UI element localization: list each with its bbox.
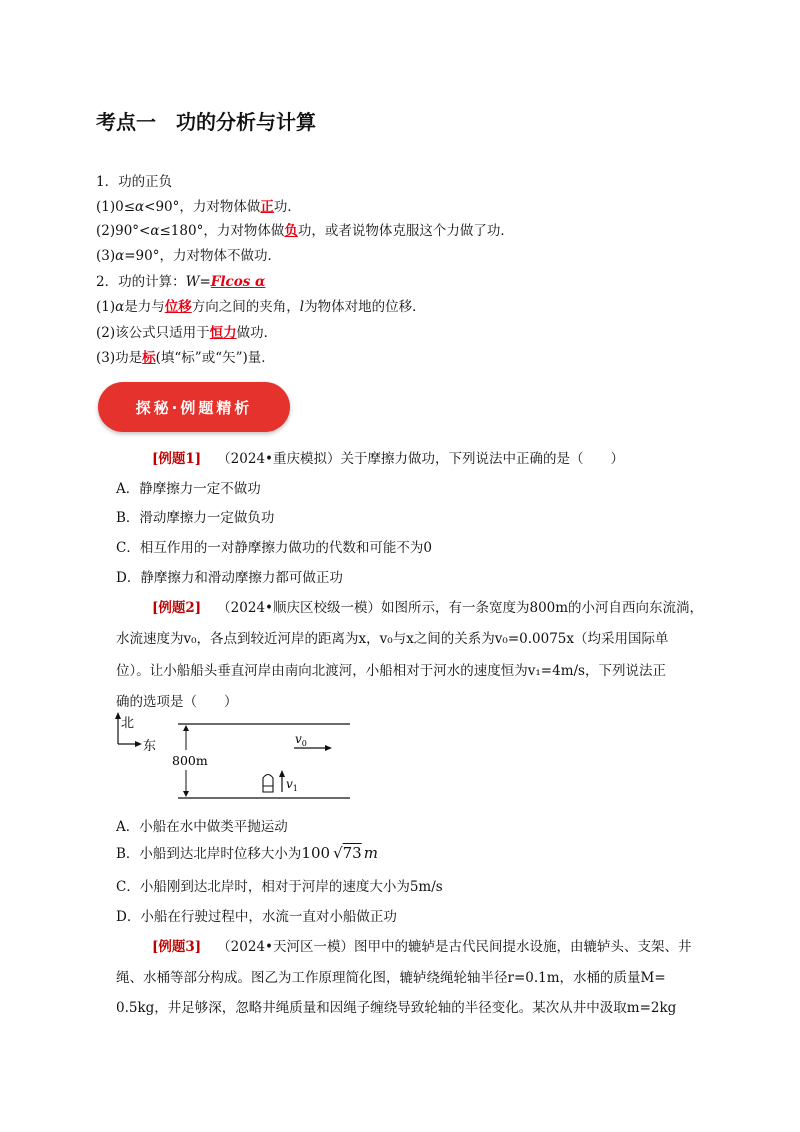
fill-blank-answer: 位移 xyxy=(164,299,192,315)
flow-arrow-head xyxy=(325,745,332,751)
north-label: 北 xyxy=(121,716,135,731)
example-2-stem-line-1 xyxy=(152,596,703,616)
text: 做功． xyxy=(236,325,278,341)
example-banner: 探秘·例题精析 xyxy=(98,382,290,432)
point-1-3 xyxy=(96,244,281,264)
example-3-stem-line-3: 0.5kg，井足够深，忽略井绳质量和因绳子缠绕导致轮轴的半径变化。某次从井中汲取m=2kg xyxy=(116,1000,677,1016)
displacement-symbol: l xyxy=(299,299,305,315)
math-coefficient: 100 xyxy=(301,844,331,862)
text: 是力与 xyxy=(124,299,165,315)
text: 为物体对地的位移． xyxy=(304,299,426,315)
point-1-text: 功的正负 xyxy=(118,174,173,190)
text: ≤180°，力对物体做 xyxy=(159,223,285,239)
text: (2)该公式只适用于 xyxy=(96,325,210,341)
text: <90°，力对物体做 xyxy=(144,199,261,215)
text: 功，或者说物体克服这个力做了功． xyxy=(297,223,514,239)
river-width-label: 800m xyxy=(172,753,208,768)
example-2-stem-line-4: 确的选项是（ ） xyxy=(116,694,238,710)
point-1-heading xyxy=(96,170,172,190)
point-2-heading xyxy=(96,270,265,290)
example-3-stem-line-2: 绳、水桶等部分构成。图乙为工作原理简化图，辘轳绕绳轮轴半径r=0.1m，水桶的质量M= xyxy=(116,970,666,986)
alpha-symbol: α xyxy=(115,299,125,315)
v0-subscript: 0 xyxy=(301,739,307,748)
point-1-1 xyxy=(96,195,301,215)
river-crossing-figure xyxy=(110,710,370,810)
example-2-stem-line-2: 水流速度为v₀，各点到较近河岸的距离为x，v₀与x之间的关系为v₀=0.0075x（均采用国际单 xyxy=(116,631,669,647)
point-2-3 xyxy=(96,346,275,366)
text: (3) xyxy=(96,248,116,264)
v1-label xyxy=(286,777,298,793)
text: (3)功是 xyxy=(96,350,143,366)
point-1-num: 1． xyxy=(96,174,119,190)
example-1-question: （2024•重庆模拟）关于摩擦力做功，下列说法中正确的是（ ） xyxy=(217,451,624,467)
alpha-symbol: α xyxy=(135,199,145,215)
example-2-stem-line-3: 位）。让小船船头垂直河岸由南向北渡河，小船相对于河水的速度恒为v₁=4m/s，下列说法正 xyxy=(116,663,666,679)
equals: = xyxy=(199,274,211,290)
east-label: 东 xyxy=(143,739,157,754)
example-1-option-c: C．相互作用的一对静摩擦力做功的代数和可能不为0 xyxy=(116,540,432,556)
example-1-tag: [例题1] xyxy=(152,451,202,467)
width-arrow-up-head xyxy=(183,725,189,731)
example-1-stem xyxy=(152,447,624,467)
alpha-symbol: α xyxy=(150,223,160,239)
work-symbol: W xyxy=(185,274,200,290)
example-2-option-a: A．小船在水中做类平抛运动 xyxy=(116,819,288,835)
v0-label xyxy=(295,732,307,748)
text: =90°，力对物体不做功． xyxy=(124,248,281,264)
example-3-stem-line-1 xyxy=(152,935,692,955)
point-2-2 xyxy=(96,321,277,341)
text: (填“标”或“矢”)量． xyxy=(155,350,275,366)
fill-blank-answer: 负 xyxy=(284,223,298,239)
example-2-option-c: C．小船刚到达北岸时，相对于河岸的速度大小为5m/s xyxy=(116,879,443,895)
point-1-2 xyxy=(96,219,514,239)
alpha-symbol: α xyxy=(115,248,125,264)
example-3-tag: [例题3] xyxy=(152,939,202,955)
math-radicand: 73 xyxy=(342,844,362,862)
example-1-option-d: D．静摩擦力和滑动摩擦力都可做正功 xyxy=(116,570,343,586)
text: （2024•顺庆区校级一模）如图所示，有一条宽度为800m的小河自西向东流淌， xyxy=(217,600,704,616)
text: 方向之间的夹角， xyxy=(191,299,300,315)
sqrt-sign: √ xyxy=(333,844,343,862)
boat-arrow-head xyxy=(279,770,285,777)
v1-subscript: 1 xyxy=(292,784,298,793)
example-2-option-b xyxy=(116,842,378,862)
text: 2．功的计算： xyxy=(96,274,186,290)
text: (2)90°< xyxy=(96,223,151,239)
example-2-tag: [例题2] xyxy=(152,600,202,616)
text: B．小船到达北岸时位移大小为 xyxy=(116,846,302,862)
section-title: 考点一 功的分析与计算 xyxy=(96,110,316,134)
v1-symbol: v xyxy=(286,777,293,791)
east-arrow-icon xyxy=(135,741,142,747)
math-unit: m xyxy=(363,844,378,862)
text: 功． xyxy=(273,199,301,215)
fill-blank-answer: Flcos α xyxy=(210,274,266,290)
point-2-1 xyxy=(96,295,426,315)
text: （2024•天河区一模）图甲中的辘轳是古代民间提水设施，由辘轳头、支架、井 xyxy=(217,939,692,955)
fill-blank-answer: 恒力 xyxy=(209,325,237,341)
text: (1) xyxy=(96,299,116,315)
text: (1)0≤ xyxy=(96,199,136,215)
fill-blank-answer: 标 xyxy=(142,350,156,366)
v0-symbol: v xyxy=(295,732,302,746)
example-1-option-b: B．滑动摩擦力一定做负功 xyxy=(116,510,275,526)
boat-icon xyxy=(263,775,273,793)
width-arrow-down-head xyxy=(183,791,189,797)
example-2-option-d: D．小船在行驶过程中，水流一直对小船做正功 xyxy=(116,909,397,925)
fill-blank-answer: 正 xyxy=(260,199,274,215)
example-1-option-a: A．静摩擦力一定不做功 xyxy=(116,481,261,497)
